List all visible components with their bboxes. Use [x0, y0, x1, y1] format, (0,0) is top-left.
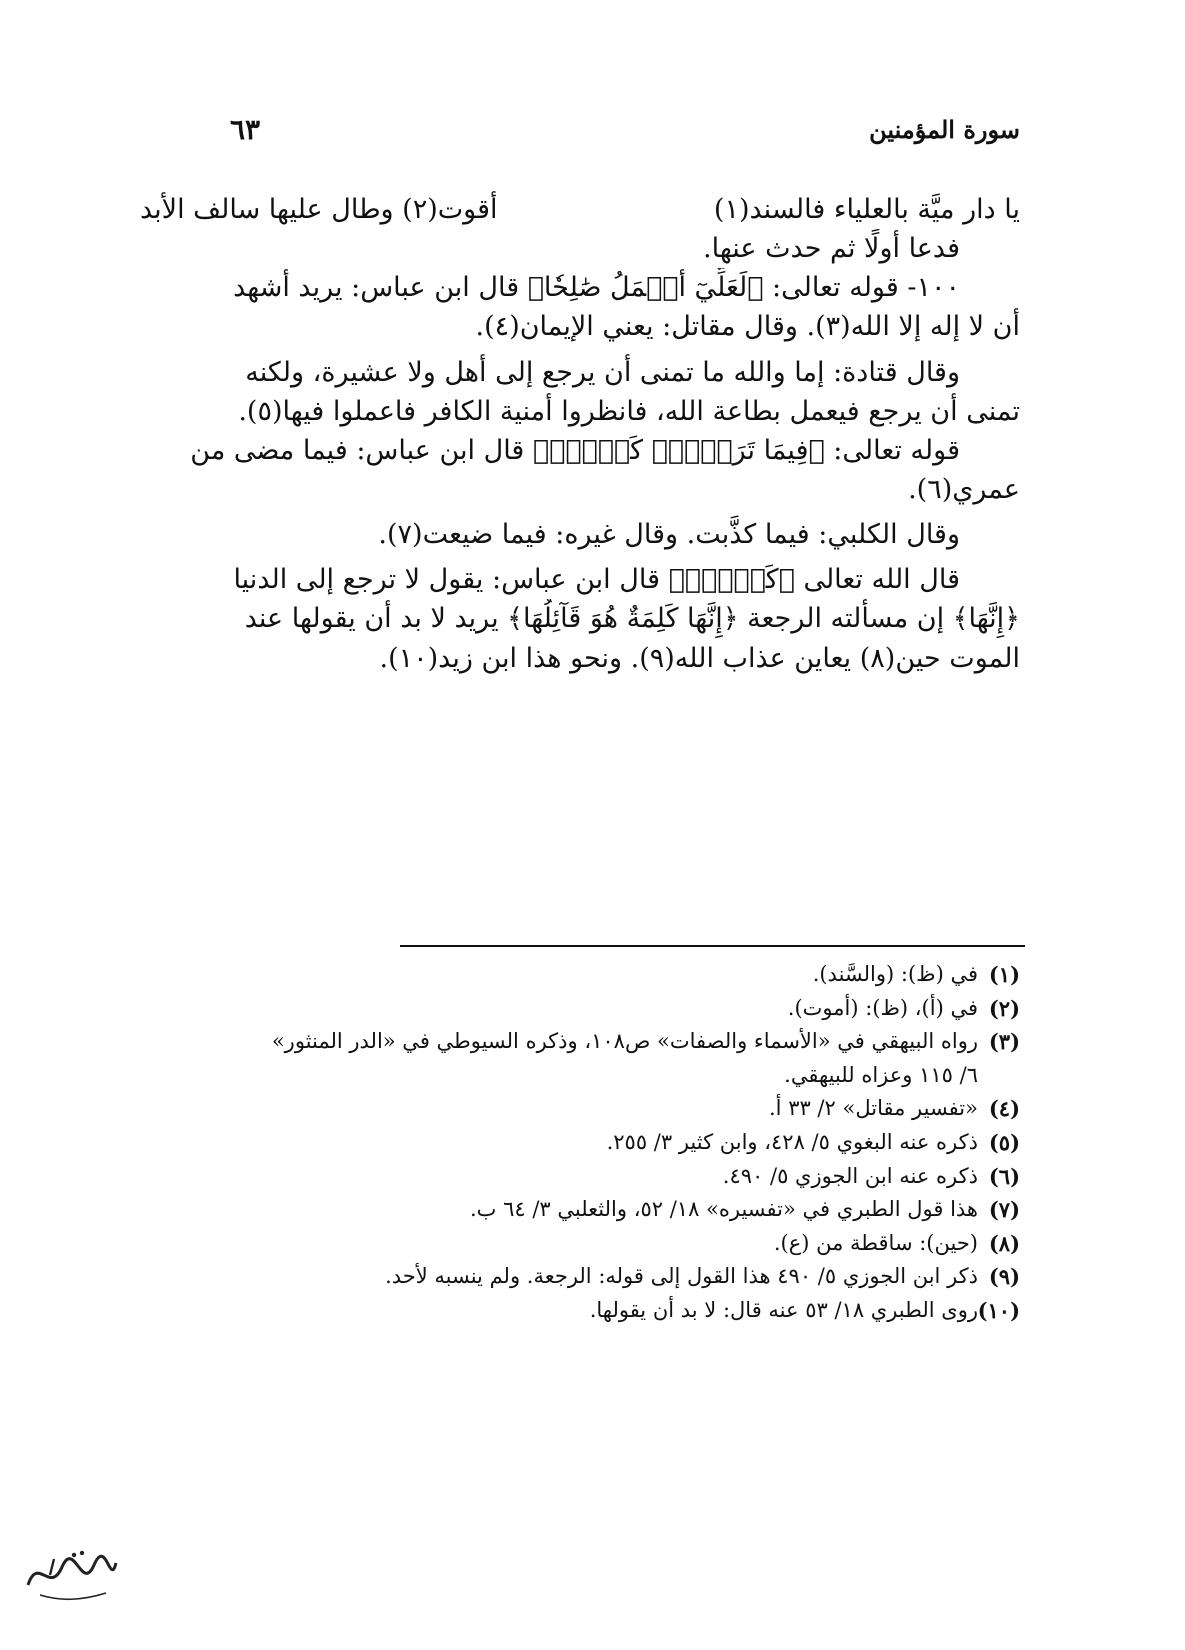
footnote — [140, 992, 1020, 1026]
poetry-verse — [140, 190, 1020, 229]
text-line: وقال قتادة: إما والله ما تمنى أن يرجع إلى أهل ولا عشيرة، ولكنه — [245, 356, 960, 388]
text-line: تمنى أن يرجع فيعمل بطاعة الله، فانظروا أمنية الكافر فاعملوا فيها(٥). — [238, 395, 1020, 427]
text-line: وقال الكلبي: فيما كذَّبت. وقال غيره: فيما ضيعت(٧). — [378, 519, 960, 551]
footnote-number: (٩) — [988, 1264, 1020, 1290]
page-number: ٦٣ — [230, 113, 261, 146]
text-line: أن لا إله إلا الله(٣). وقال مقاتل: يعني الإيمان(٤). — [475, 311, 1020, 343]
footnote-text: في (أ)، (ظ): (أموت). — [787, 995, 978, 1020]
footnote-number: (٦) — [988, 1163, 1020, 1189]
page-header — [230, 115, 1020, 155]
footnote — [140, 958, 1020, 992]
footnote-number: (٨) — [988, 1230, 1020, 1256]
footnote-number: (١٠) — [977, 1297, 1020, 1323]
footnote-text: ذكر ابن الجوزي ٥/ ٤٩٠ هذا القول إلى قوله: الرجعة. ولم ينسبه لأحد. — [385, 1264, 978, 1289]
footnote-text: روى الطبري ١٨/ ٥٣ عنه قال: لا بد أن يقولها. — [589, 1297, 978, 1322]
footnote-number: (٢) — [988, 995, 1020, 1021]
footnote — [140, 1227, 1020, 1261]
footnote-text: ذكره عنه البغوي ٥/ ٤٢٨، وابن كثير ٣/ ٢٥٥. — [606, 1129, 978, 1154]
footnote — [140, 1025, 1020, 1059]
footnote — [140, 1294, 1020, 1328]
footnote — [140, 1092, 1020, 1126]
footnote — [140, 1260, 1020, 1294]
footnotes — [140, 958, 1020, 1328]
footnote-number: (٣) — [988, 1029, 1020, 1055]
text-line: قوله تعالى: ﴿فِيمَا تَرَكۡتُۚ كَلَّآۚ﴾ قال ابن عباس: فيما مضى من — [190, 434, 960, 466]
footnote-text: ذكره عنه ابن الجوزي ٥/ ٤٩٠. — [722, 1163, 978, 1188]
text-line: ١٠٠- قوله تعالى: ﴿لَعَلِّيٓ أَعۡمَلُ صَٰلِحٗا﴾ قال ابن عباس: يريد أشهد — [233, 272, 960, 304]
footnote-number: (١) — [988, 962, 1020, 987]
text-line: ﴿إِنَّهَا﴾ إن مسألته الرجعة ﴿إِنَّهَا كَلِمَةٌ هُوَ قَآئِلُهَا﴾ يريد لا بد أن يقولها عند — [244, 603, 1020, 635]
footnote-continuation: ٦/ ١١٥ وعزاه للبيهقي. — [784, 1062, 978, 1087]
text-line: الموت حين(٨) يعاين عذاب الله(٩). ونحو هذا ابن زيد(١٠). — [379, 642, 1020, 674]
footnote-separator — [400, 945, 1025, 947]
text-line: فدعا أولًا ثم حدث عنها. — [703, 233, 960, 265]
verse-second-hemistich: أقوت(٢) وطال عليها سالف الأبد — [140, 194, 498, 225]
footnote — [140, 1160, 1020, 1194]
text-line: قال الله تعالى ﴿كَلَّآۚ﴾ قال ابن عباس: يقول لا ترجع إلى الدنيا — [233, 564, 960, 596]
footnote-number: (٧) — [988, 1197, 1020, 1223]
publisher-logo — [20, 1545, 120, 1605]
footnote-text: «تفسير مقاتل» ٢/ ٣٣ أ. — [769, 1096, 978, 1121]
footnote-number: (٥) — [988, 1129, 1020, 1155]
footnote-text: هذا قول الطبري في «تفسيره» ١٨/ ٥٢، والثعلبي ٣/ ٦٤ ب. — [469, 1197, 978, 1222]
footnote — [140, 1126, 1020, 1160]
footnote-text: رواه البيهقي في «الأسماء والصفات» ص١٠٨، وذكره السيوطي في «الدر المنثور» — [271, 1029, 978, 1054]
main-text — [140, 190, 1020, 678]
footnote-text: في (ظ): (والسَّند). — [812, 962, 978, 986]
text-line: عمري(٦). — [908, 473, 1020, 505]
verse-first-hemistich: يا دار ميَّة بالعلياء فالسند(١) — [713, 194, 1020, 225]
surah-title: سورة المؤمنين — [869, 115, 1020, 144]
footnote-number: (٤) — [988, 1096, 1020, 1122]
footnote — [140, 1193, 1020, 1227]
footnote-text: (حين): ساقطة من (ع). — [773, 1230, 978, 1255]
